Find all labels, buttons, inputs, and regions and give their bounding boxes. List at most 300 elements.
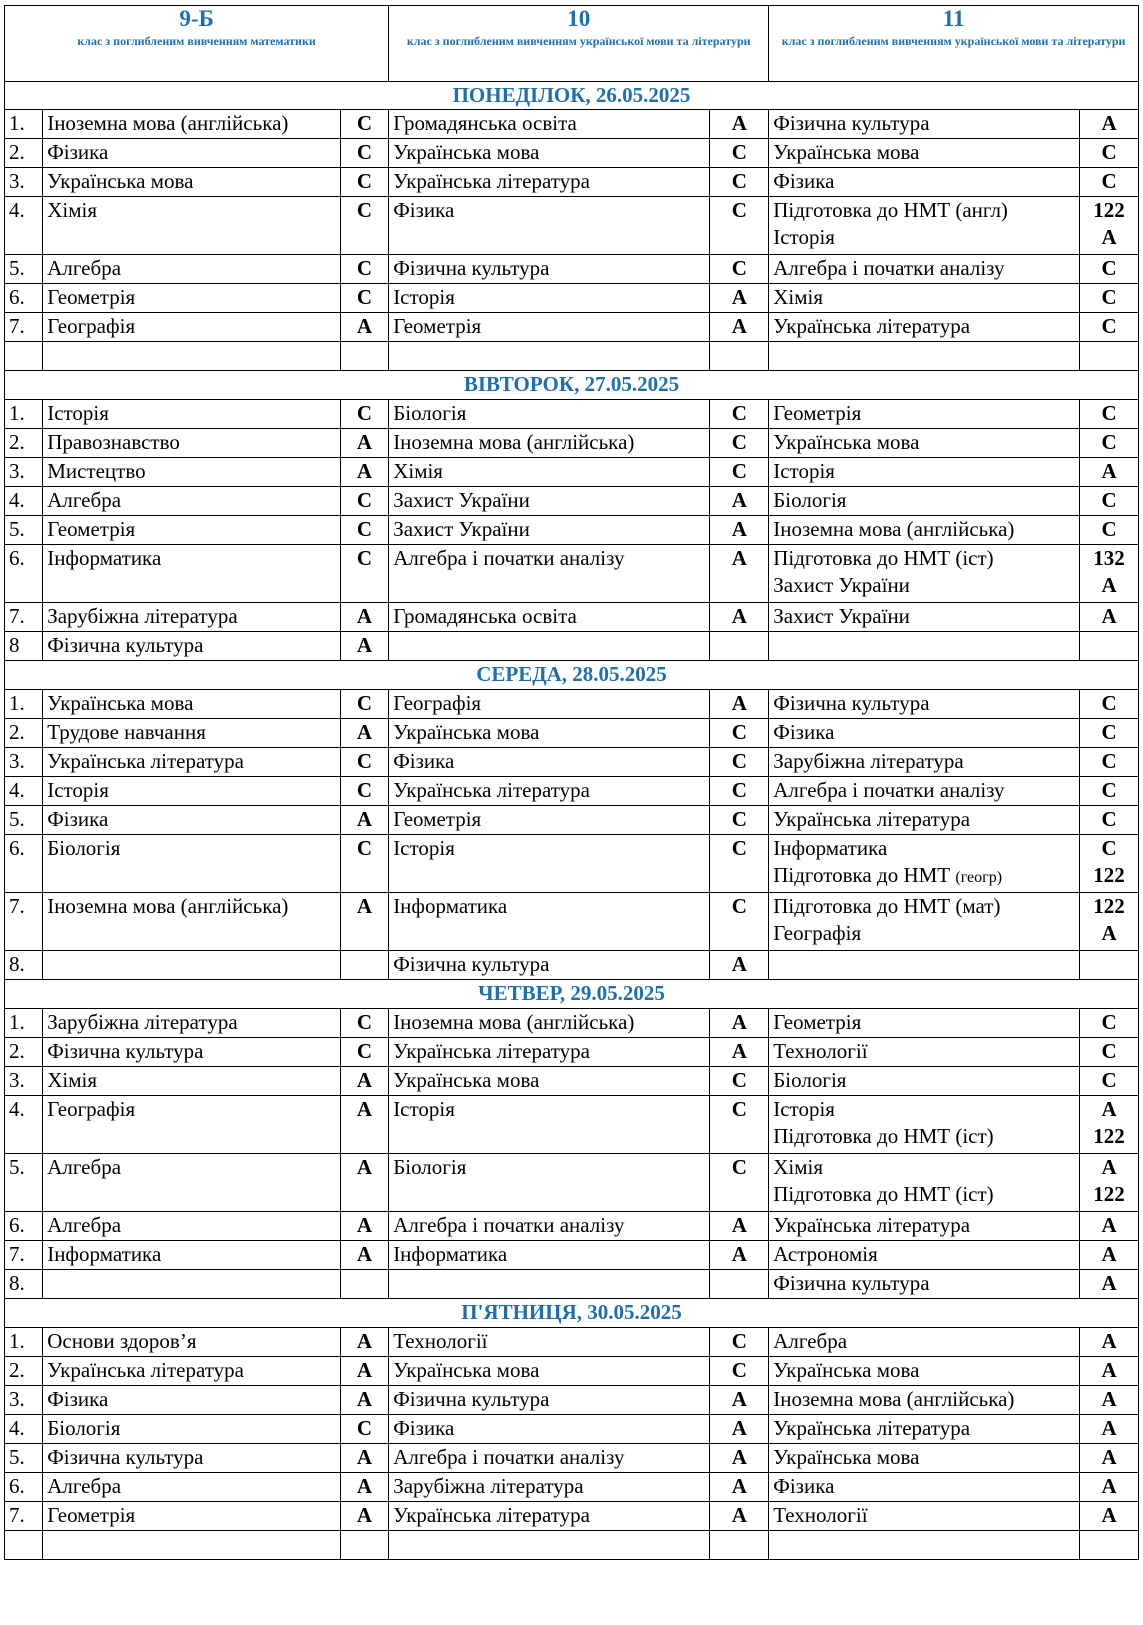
lesson-number — [5, 1067, 43, 1096]
subject-9b — [43, 1386, 340, 1415]
room-9b — [340, 951, 389, 980]
room-9b — [340, 1038, 389, 1067]
subject-11-text: Українська література — [773, 807, 971, 831]
room-9b — [340, 1096, 389, 1154]
lesson-number — [5, 1212, 43, 1241]
room-10 — [710, 313, 769, 342]
room-11 — [1080, 458, 1139, 487]
subject-11 — [769, 1328, 1080, 1357]
subject-11-second-text: Підготовка до НМТ (іст) — [773, 1182, 994, 1206]
room-11-second-text: 122 — [1093, 863, 1125, 887]
subject-9b — [43, 806, 340, 835]
subject-11-text: Українська мова — [773, 1358, 920, 1382]
subject-11-text: Геометрія — [773, 401, 862, 425]
room-9b — [340, 313, 389, 342]
lesson-row — [5, 951, 1139, 980]
lesson-number — [5, 1096, 43, 1154]
lesson-row — [5, 632, 1139, 661]
lesson-row — [5, 1067, 1139, 1096]
room-11 — [1080, 1154, 1139, 1212]
room-10-text: С — [731, 1155, 747, 1179]
room-10-text: С — [731, 1329, 747, 1353]
lesson-number-text: 7. — [9, 604, 25, 628]
lesson-number-text: 8. — [9, 1271, 25, 1295]
subject-11-text: Біологія — [773, 488, 847, 512]
subject-10-text: Іноземна мова (англійська) — [393, 430, 635, 454]
subject-11 — [769, 893, 1080, 951]
subject-10 — [389, 458, 710, 487]
lesson-number-text: 7. — [9, 1503, 25, 1527]
subject-11 — [769, 690, 1080, 719]
class-name: 11 — [942, 6, 965, 31]
lesson-number-text: 4. — [9, 778, 25, 802]
subject-10-text: Фізика — [393, 749, 455, 773]
room-10-text: С — [731, 778, 747, 802]
lesson-number-text: 8. — [9, 952, 25, 976]
room-10 — [710, 516, 769, 545]
subject-10 — [389, 1096, 710, 1154]
subject-9b — [43, 1096, 340, 1154]
subject-9b — [43, 690, 340, 719]
room-9b-text: С — [356, 691, 372, 715]
lesson-row — [5, 1241, 1139, 1270]
room-10 — [710, 806, 769, 835]
subject-9b-text: Трудове навчання — [47, 720, 206, 744]
room-9b-text: А — [356, 1474, 372, 1498]
subject-10-text: Українська мова — [393, 140, 540, 164]
room-11-text: 132 — [1093, 546, 1125, 570]
room-11-text: А — [1101, 1213, 1117, 1237]
room-11 — [1080, 1009, 1139, 1038]
lesson-number — [5, 516, 43, 545]
subject-9b — [43, 458, 340, 487]
room-10 — [710, 632, 769, 661]
room-10-text: А — [731, 517, 747, 541]
subject-9b — [43, 545, 340, 603]
room-11 — [1080, 603, 1139, 632]
subject-11 — [769, 1531, 1080, 1560]
lesson-number — [5, 777, 43, 806]
lesson-row — [5, 748, 1139, 777]
room-11-text: С — [1101, 1039, 1117, 1063]
subject-10 — [389, 806, 710, 835]
subject-11 — [769, 1009, 1080, 1038]
lesson-row — [5, 1328, 1139, 1357]
room-9b — [340, 1009, 389, 1038]
room-10 — [710, 284, 769, 313]
room-9b-text: А — [356, 1213, 372, 1237]
room-11-second-text: А — [1101, 225, 1117, 249]
lesson-number-text: 3. — [9, 459, 25, 483]
room-11-text: С — [1101, 836, 1117, 860]
room-10 — [710, 1154, 769, 1212]
subject-9b — [43, 748, 340, 777]
room-11-text: А — [1101, 1358, 1117, 1382]
room-10-text: А — [731, 546, 747, 570]
subject-11 — [769, 1502, 1080, 1531]
room-11-text: С — [1101, 517, 1117, 541]
lesson-number — [5, 1328, 43, 1357]
room-10 — [710, 1444, 769, 1473]
lesson-number-text: 6. — [9, 546, 25, 570]
subject-9b-text: Іноземна мова (англійська) — [47, 111, 289, 135]
room-9b-text: С — [356, 1010, 372, 1034]
subject-10-text: Захист України — [393, 488, 530, 512]
room-11 — [1080, 1038, 1139, 1067]
subject-11 — [769, 313, 1080, 342]
room-10 — [710, 545, 769, 603]
subject-9b — [43, 342, 340, 371]
room-10 — [710, 690, 769, 719]
subject-9b-text: Інформатика — [47, 1242, 162, 1266]
subject-11 — [769, 139, 1080, 168]
subject-10-text: Технології — [393, 1329, 488, 1353]
room-9b-text: С — [356, 778, 372, 802]
day-title: СЕРЕДА, 28.05.2025 — [5, 661, 1139, 690]
lesson-number-text: 3. — [9, 1068, 25, 1092]
room-10-text: А — [731, 1213, 747, 1237]
lesson-number-text: 5. — [9, 256, 25, 280]
subject-11-note: (геогр) — [955, 869, 1003, 886]
room-9b — [340, 893, 389, 951]
subject-11 — [769, 1212, 1080, 1241]
room-9b-text: А — [356, 430, 372, 454]
lesson-number — [5, 168, 43, 197]
room-11-text: А — [1101, 1242, 1117, 1266]
subject-9b — [43, 429, 340, 458]
lesson-number — [5, 893, 43, 951]
lesson-row — [5, 168, 1139, 197]
lesson-row — [5, 777, 1139, 806]
lesson-row — [5, 545, 1139, 603]
lesson-number-text: 1. — [9, 1329, 25, 1353]
room-9b — [340, 1473, 389, 1502]
subject-9b — [43, 1241, 340, 1270]
subject-9b — [43, 632, 340, 661]
room-11 — [1080, 1067, 1139, 1096]
subject-9b-text: Мистецтво — [47, 459, 146, 483]
room-11-text: С — [1101, 1010, 1117, 1034]
room-10 — [710, 1241, 769, 1270]
room-10 — [710, 458, 769, 487]
room-9b-text: А — [356, 1068, 372, 1092]
day-header-row — [5, 1299, 1139, 1328]
room-10-text: С — [731, 401, 747, 425]
room-11 — [1080, 632, 1139, 661]
lesson-number — [5, 139, 43, 168]
lesson-number — [5, 1502, 43, 1531]
room-11-text: А — [1101, 1387, 1117, 1411]
room-9b-text: А — [356, 314, 372, 338]
subject-11 — [769, 835, 1080, 893]
lesson-number — [5, 1386, 43, 1415]
room-9b — [340, 342, 389, 371]
room-10-text: С — [731, 459, 747, 483]
subject-10 — [389, 719, 710, 748]
subject-11 — [769, 255, 1080, 284]
lesson-number-text: 6. — [9, 285, 25, 309]
room-11-text: А — [1101, 111, 1117, 135]
subject-9b-text: Алгебра — [47, 1213, 122, 1237]
room-9b — [340, 1270, 389, 1299]
lesson-number — [5, 1154, 43, 1212]
subject-10-text: Фізика — [393, 1416, 455, 1440]
room-9b — [340, 835, 389, 893]
subject-9b — [43, 197, 340, 255]
subject-10-text: Захист України — [393, 517, 530, 541]
lesson-row — [5, 835, 1139, 893]
room-9b-text: С — [356, 198, 372, 222]
subject-11 — [769, 1067, 1080, 1096]
room-11-second-text: 122 — [1093, 1182, 1125, 1206]
lesson-number — [5, 1357, 43, 1386]
subject-9b-text: Українська література — [47, 1358, 244, 1382]
room-11-text: С — [1101, 430, 1117, 454]
subject-11 — [769, 603, 1080, 632]
room-10-text: С — [731, 430, 747, 454]
subject-11 — [769, 110, 1080, 139]
lesson-row — [5, 1386, 1139, 1415]
subject-9b — [43, 516, 340, 545]
subject-11 — [769, 806, 1080, 835]
room-11-text: С — [1101, 314, 1117, 338]
subject-9b-text: Іноземна мова (англійська) — [47, 894, 289, 918]
lesson-row — [5, 603, 1139, 632]
subject-11 — [769, 1241, 1080, 1270]
room-9b-text: А — [356, 1387, 372, 1411]
subject-9b — [43, 1415, 340, 1444]
day-header-row — [5, 82, 1139, 110]
subject-10-text: Алгебра і початки аналізу — [393, 546, 625, 570]
room-9b — [340, 1328, 389, 1357]
room-11-text: С — [1101, 401, 1117, 425]
room-11-text: А — [1101, 1329, 1117, 1353]
lesson-row — [5, 400, 1139, 429]
room-9b-text: С — [356, 546, 372, 570]
subject-10 — [389, 1038, 710, 1067]
subject-10 — [389, 516, 710, 545]
day-title: ЧЕТВЕР, 29.05.2025 — [5, 980, 1139, 1009]
subject-10 — [389, 110, 710, 139]
subject-11 — [769, 342, 1080, 371]
room-10 — [710, 603, 769, 632]
room-9b — [340, 284, 389, 313]
subject-9b — [43, 139, 340, 168]
subject-10 — [389, 632, 710, 661]
room-9b-text: А — [356, 1503, 372, 1527]
lesson-number — [5, 719, 43, 748]
subject-9b — [43, 1038, 340, 1067]
subject-10-text: Інформатика — [393, 894, 508, 918]
lesson-number — [5, 197, 43, 255]
subject-11 — [769, 1270, 1080, 1299]
subject-11-text: Технології — [773, 1503, 868, 1527]
room-11-text: С — [1101, 285, 1117, 309]
subject-9b — [43, 1154, 340, 1212]
subject-10 — [389, 342, 710, 371]
subject-11 — [769, 1444, 1080, 1473]
subject-11-text: Технології — [773, 1039, 868, 1063]
lesson-row — [5, 806, 1139, 835]
room-9b — [340, 1357, 389, 1386]
subject-10-text: Українська мова — [393, 720, 540, 744]
subject-10 — [389, 1328, 710, 1357]
subject-11 — [769, 632, 1080, 661]
subject-11 — [769, 1357, 1080, 1386]
subject-10-text: Географія — [393, 691, 482, 715]
subject-9b — [43, 1067, 340, 1096]
room-10-text: А — [731, 952, 747, 976]
room-10 — [710, 1009, 769, 1038]
subject-9b-text: Географія — [47, 314, 136, 338]
room-9b-text: А — [356, 459, 372, 483]
lesson-row — [5, 1154, 1139, 1212]
room-10 — [710, 1096, 769, 1154]
room-9b — [340, 255, 389, 284]
room-9b — [340, 168, 389, 197]
room-9b — [340, 748, 389, 777]
lesson-row — [5, 719, 1139, 748]
subject-9b-text: Геометрія — [47, 517, 136, 541]
subject-11-text: Алгебра і початки аналізу — [773, 778, 1005, 802]
lesson-row — [5, 110, 1139, 139]
lesson-number — [5, 1473, 43, 1502]
subject-10-text: Хімія — [393, 459, 443, 483]
subject-9b — [43, 313, 340, 342]
subject-10-text: Українська література — [393, 1503, 590, 1527]
subject-9b-text: Українська література — [47, 749, 244, 773]
subject-11 — [769, 1096, 1080, 1154]
subject-10-text: Біологія — [393, 401, 467, 425]
room-9b-text: А — [356, 1242, 372, 1266]
subject-11-text: Підготовка до НМТ (мат) — [773, 894, 1001, 918]
room-11 — [1080, 835, 1139, 893]
room-11-text: С — [1101, 691, 1117, 715]
room-9b — [340, 1531, 389, 1560]
subject-9b — [43, 1473, 340, 1502]
room-11 — [1080, 1270, 1139, 1299]
subject-9b-text: Геометрія — [47, 285, 136, 309]
subject-10-text: Алгебра і початки аналізу — [393, 1445, 625, 1469]
room-10-text: А — [731, 604, 747, 628]
room-11 — [1080, 168, 1139, 197]
class-description: клас з поглибленим вивченням математики — [77, 34, 316, 48]
room-10-text: С — [731, 169, 747, 193]
lesson-number — [5, 1270, 43, 1299]
room-11-text: С — [1101, 256, 1117, 280]
room-9b-text: С — [356, 836, 372, 860]
lesson-number — [5, 458, 43, 487]
lesson-row — [5, 1038, 1139, 1067]
subject-9b — [43, 168, 340, 197]
room-9b — [340, 806, 389, 835]
subject-9b — [43, 284, 340, 313]
subject-11-text: Фізика — [773, 1474, 835, 1498]
room-11-text: 122 — [1093, 198, 1125, 222]
room-11-text: А — [1101, 1474, 1117, 1498]
room-9b — [340, 1415, 389, 1444]
day-header-row — [5, 980, 1139, 1009]
room-10 — [710, 1531, 769, 1560]
subject-9b-text: Алгебра — [47, 488, 122, 512]
room-10-text: С — [731, 198, 747, 222]
room-10-text: С — [731, 807, 747, 831]
subject-11 — [769, 1038, 1080, 1067]
lesson-row — [5, 313, 1139, 342]
room-11 — [1080, 487, 1139, 516]
day-header-row — [5, 661, 1139, 690]
subject-11-text: Іноземна мова (англійська) — [773, 517, 1015, 541]
lesson-number-text: 3. — [9, 749, 25, 773]
lesson-number-text: 3. — [9, 1387, 25, 1411]
room-9b — [340, 545, 389, 603]
class-description: клас з поглибленим вивченням української мови та літератури — [781, 34, 1126, 48]
lesson-row — [5, 1357, 1139, 1386]
room-10 — [710, 748, 769, 777]
subject-9b-text: Основи здоров’я — [47, 1329, 197, 1353]
lesson-number — [5, 110, 43, 139]
room-10-text: А — [731, 111, 747, 135]
room-11-text: С — [1101, 720, 1117, 744]
subject-11 — [769, 719, 1080, 748]
subject-11-text: Хімія — [773, 285, 824, 309]
room-9b-text: С — [356, 285, 372, 309]
lesson-row — [5, 197, 1139, 255]
room-11 — [1080, 284, 1139, 313]
lesson-number — [5, 835, 43, 893]
room-10-text: А — [731, 314, 747, 338]
room-9b-text: С — [356, 749, 372, 773]
subject-10 — [389, 1473, 710, 1502]
room-10-text: А — [731, 1010, 747, 1034]
lesson-row — [5, 1270, 1139, 1299]
subject-10 — [389, 313, 710, 342]
subject-11-text: Українська література — [773, 314, 971, 338]
subject-11-text: Історія — [773, 1097, 835, 1121]
subject-9b — [43, 1444, 340, 1473]
room-11-text: А — [1101, 1503, 1117, 1527]
subject-10 — [389, 690, 710, 719]
subject-10 — [389, 1241, 710, 1270]
room-11-text: С — [1101, 140, 1117, 164]
subject-10 — [389, 951, 710, 980]
room-10 — [710, 951, 769, 980]
room-11 — [1080, 806, 1139, 835]
room-11 — [1080, 748, 1139, 777]
room-11 — [1080, 1212, 1139, 1241]
subject-9b-text: Географія — [47, 1097, 136, 1121]
subject-11-text: Фізична культура — [773, 111, 930, 135]
lesson-row — [5, 1444, 1139, 1473]
subject-11-text: Українська література — [773, 1213, 971, 1237]
room-11-text: С — [1101, 1068, 1117, 1092]
room-10 — [710, 255, 769, 284]
subject-9b-text: Історія — [47, 401, 109, 425]
subject-9b-text: Зарубіжна література — [47, 1010, 238, 1034]
room-11 — [1080, 197, 1139, 255]
subject-10 — [389, 139, 710, 168]
room-11-text: А — [1101, 1271, 1117, 1295]
subject-9b-text: Біологія — [47, 1416, 121, 1440]
subject-10 — [389, 545, 710, 603]
room-10 — [710, 168, 769, 197]
lesson-number-text: 2. — [9, 140, 25, 164]
day-title: П'ЯТНИЦЯ, 30.05.2025 — [5, 1299, 1139, 1328]
subject-11-text: Фізика — [773, 169, 835, 193]
subject-10 — [389, 748, 710, 777]
subject-9b — [43, 255, 340, 284]
lesson-number-text: 1. — [9, 111, 25, 135]
